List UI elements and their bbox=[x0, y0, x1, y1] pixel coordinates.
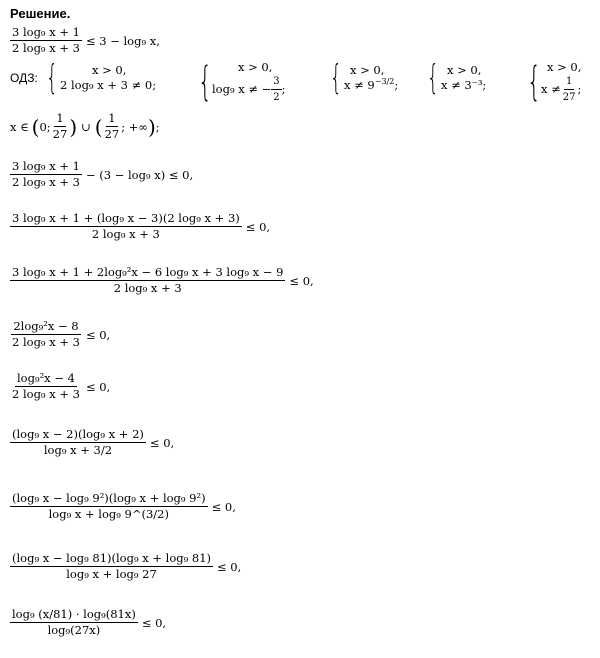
step-3 bbox=[10, 266, 314, 295]
brace-icon: { bbox=[527, 59, 541, 105]
step-2 bbox=[10, 212, 270, 241]
step-3-tail: ≤ 0, bbox=[289, 273, 314, 288]
step-6-denominator: log₉ x + 3/2 bbox=[43, 443, 113, 457]
step-7 bbox=[10, 492, 236, 521]
step-1-denominator: 2 log₉ x + 3 bbox=[12, 175, 80, 189]
sys5-end: ; bbox=[577, 82, 582, 96]
step-1-tail: − (3 − log₉ x) ≤ 0, bbox=[85, 167, 194, 182]
sys2-fraction bbox=[271, 75, 281, 104]
step-7-numerator: (log₉ x − log₉ 9²)(log₉ x + log₉ 9²) bbox=[12, 491, 206, 505]
sys3-exponent: −3/2 bbox=[374, 77, 395, 87]
step-1 bbox=[10, 160, 193, 189]
step-2-tail: ≤ 0, bbox=[245, 219, 271, 234]
sys2-frac-num: 3 bbox=[271, 75, 281, 90]
odz-label: ОДЗ: bbox=[10, 71, 38, 85]
step-6-tail: ≤ 0, bbox=[149, 435, 175, 450]
step-6 bbox=[10, 428, 174, 457]
domain-i2-den: 27 bbox=[104, 127, 120, 141]
domain-i1-fraction bbox=[51, 112, 70, 141]
brace-icon: { bbox=[427, 58, 439, 98]
step-3-numerator: 3 log₉ x + 1 + 2log₉²x − 6 log₉ x + 3 log₉ x − 9 bbox=[12, 265, 284, 279]
odz-system-1 bbox=[46, 58, 157, 98]
sys5-line2-prefix: x ≠ bbox=[541, 82, 561, 96]
domain-prefix: x ∈ bbox=[10, 119, 29, 134]
step-7-denominator: log₉ x + log₉ 9^(3/2) bbox=[48, 507, 169, 521]
domain-i1-left: 0; bbox=[39, 119, 51, 134]
step-6-numerator: (log₉ x − 2)(log₉ x + 2) bbox=[12, 427, 144, 441]
step-3-denominator: 2 log₉ x + 3 bbox=[113, 281, 182, 295]
domain-union: ∪ bbox=[81, 119, 91, 134]
sys1-line1: x > 0, bbox=[92, 63, 127, 77]
sys2-frac-den: 2 bbox=[273, 92, 280, 103]
step-2-numerator: 3 log₉ x + 1 + (log₉ x − 3)(2 log₉ x + 3) bbox=[12, 211, 240, 225]
sys3-line2: x ≠ 9 bbox=[344, 78, 375, 92]
brace-icon: { bbox=[330, 58, 342, 98]
problem-inequality bbox=[10, 26, 160, 55]
step-4-numerator: 2log₉²x − 8 bbox=[13, 319, 79, 333]
step-4-denominator: 2 log₉ x + 3 bbox=[12, 335, 80, 349]
problem-fraction bbox=[10, 26, 82, 55]
sys2-end: ; bbox=[281, 82, 286, 96]
step-5 bbox=[10, 372, 110, 401]
step-8-tail: ≤ 0, bbox=[217, 559, 242, 574]
sys5-frac-num: 1 bbox=[564, 75, 574, 90]
brace-icon: { bbox=[198, 59, 212, 105]
sys5-line1: x > 0, bbox=[547, 60, 582, 74]
step-2-denominator: 2 log₉ x + 3 bbox=[91, 227, 160, 241]
problem-denominator: 2 log₉ x + 3 bbox=[12, 41, 80, 55]
step-5-denominator: 2 log₉ x + 3 bbox=[12, 387, 80, 401]
odz-system-5 bbox=[527, 60, 581, 104]
sys5-frac-den: 27 bbox=[562, 92, 576, 103]
step-5-numerator: log₉²x − 4 bbox=[17, 371, 75, 385]
domain-i2-fraction bbox=[103, 112, 122, 141]
sys2-line1: x > 0, bbox=[238, 60, 273, 74]
solution-title: Решение. bbox=[10, 6, 71, 21]
problem-rhs: ≤ 3 − log₉ x, bbox=[85, 33, 160, 48]
step-9 bbox=[10, 608, 166, 637]
step-9-denominator: log₉(27x) bbox=[47, 623, 101, 637]
odz-system-3 bbox=[330, 58, 399, 98]
step-8-denominator: log₉ x + log₉ 27 bbox=[66, 567, 157, 581]
step-8 bbox=[10, 552, 241, 581]
domain-i2-right: ; +∞ bbox=[121, 119, 148, 134]
step-9-tail: ≤ 0, bbox=[141, 615, 167, 630]
brace-icon: { bbox=[46, 58, 58, 98]
sys2-line2-prefix: log₉ x ≠ − bbox=[212, 82, 272, 96]
step-9-numerator: log₉ (x/81) · log₉(81x) bbox=[12, 607, 136, 621]
step-8-numerator: (log₉ x − log₉ 81)(log₉ x + log₉ 81) bbox=[12, 551, 211, 565]
sys5-fraction bbox=[561, 75, 578, 104]
problem-numerator: 3 log₉ x + 1 bbox=[12, 25, 80, 39]
odz-system-2 bbox=[198, 60, 286, 104]
step-4-tail: ≤ 0, bbox=[85, 327, 111, 342]
step-1-numerator: 3 log₉ x + 1 bbox=[12, 159, 80, 173]
sys4-line1: x > 0, bbox=[447, 63, 482, 77]
domain-i1-num: 1 bbox=[56, 111, 64, 125]
domain-line: x ∈ ( 0; $\frac{1}{27}$ ) ∪ ( $\frac{1}{27}$ ; +∞ ) ; bbox=[10, 111, 160, 141]
domain-i1-den: 27 bbox=[52, 127, 68, 141]
sys4-line2: x ≠ 3⁻³; bbox=[441, 78, 487, 92]
domain-i2-num: 1 bbox=[108, 111, 116, 125]
step-7-tail: ≤ 0, bbox=[211, 499, 236, 514]
odz-system-4 bbox=[427, 58, 487, 98]
sys3-line1: x > 0, bbox=[350, 63, 385, 77]
domain-end: ; bbox=[155, 119, 160, 134]
step-4 bbox=[10, 320, 110, 349]
sys3-end: ; bbox=[394, 78, 399, 92]
step-5-tail: ≤ 0, bbox=[85, 379, 111, 394]
sys1-line2: 2 log₉ x + 3 ≠ 0; bbox=[60, 78, 157, 92]
